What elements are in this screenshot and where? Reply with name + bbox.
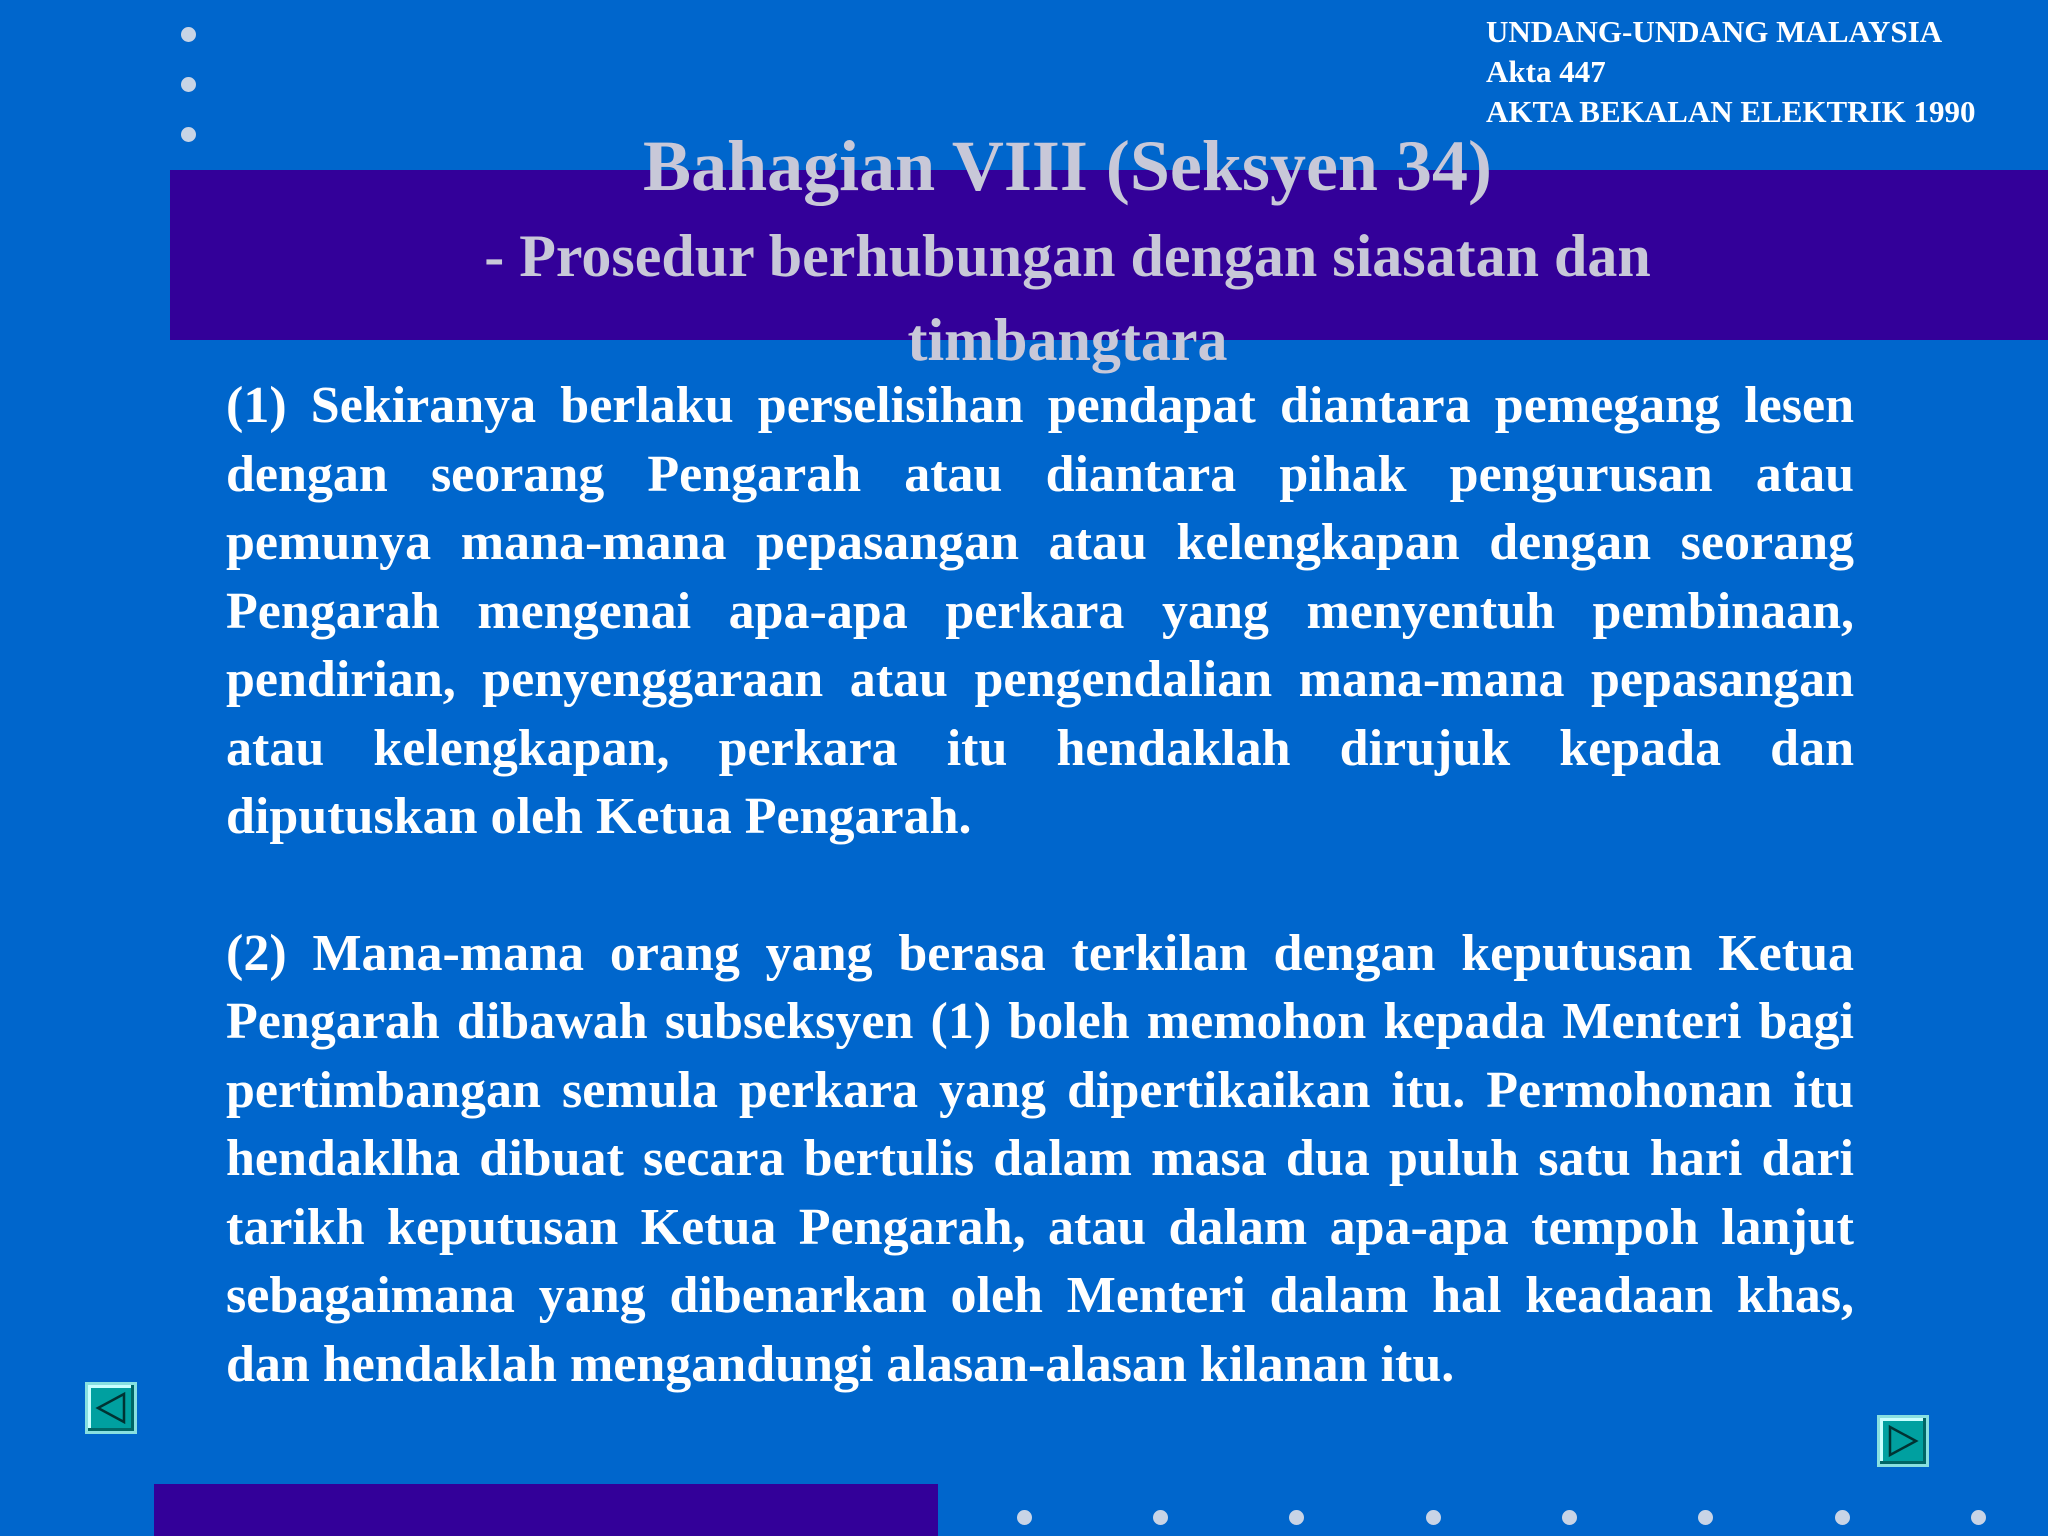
- slide-body: [226, 372, 1854, 1399]
- decor-dot: [1971, 1510, 1986, 1525]
- decor-dot: [1835, 1510, 1850, 1525]
- triangle-left-icon: [94, 1391, 128, 1425]
- paragraph-2: (2) Mana-mana orang yang berasa terkilan dengan keputusan Ketua Pengarah dibawah subseksyen (1) boleh memohon kepada Menteri bagi pertimbangan semula perkara yang dipertikaikan itu. Permohonan itu hendaklha dibuat secara bertulis dalam masa dua puluh satu hari dari tarikh keputusan Ketua Pengarah, atau dalam apa-apa tempoh lanjut sebagaimana yang dibenarkan oleh Menteri dalam hal keadaan khas, dan hendaklah mengandungi alasan-alasan kilanan itu.: [226, 924, 1854, 1393]
- decor-dot: [1289, 1510, 1304, 1525]
- act-reference: [1486, 12, 2048, 132]
- decor-dot: [1017, 1510, 1032, 1525]
- triangle-right-icon: [1886, 1424, 1920, 1458]
- next-slide-button[interactable]: [1877, 1415, 1929, 1467]
- act-reference-name: AKTA BEKALAN ELEKTRIK 1990: [1486, 94, 1976, 129]
- slide-title: [170, 118, 1965, 382]
- paragraph-1: (1) Sekiranya berlaku perselisihan pendapat diantara pemegang lesen dengan seorang Pengarah atau diantara pihak pengurusan atau pemunya mana-mana pepasangan atau kelengkapan dengan seorang Pengarah mengenai apa-apa perkara yang menyentuh pembinaan, pendirian, penyenggaraan atau pengendalian mana-mana pepasangan atau kelengkapan, perkara itu hendaklah dirujuk kepada dan diputuskan oleh Ketua Pengarah.: [226, 377, 1854, 845]
- previous-slide-button[interactable]: [85, 1382, 137, 1434]
- footer-band: [154, 1484, 938, 1536]
- decor-dot: [181, 77, 196, 92]
- decor-dot: [1426, 1510, 1441, 1525]
- act-reference-number: Akta 447: [1486, 54, 1606, 89]
- decor-dot: [181, 27, 196, 42]
- decor-dot: [1562, 1510, 1577, 1525]
- slide-title-sub: - Prosedur berhubungan dengan siasatan dan timbangtara: [484, 223, 1651, 373]
- decor-dot: [1153, 1510, 1168, 1525]
- slide-title-main: Bahagian VIII (Seksyen 34): [643, 126, 1492, 206]
- decor-dot: [1698, 1510, 1713, 1525]
- act-reference-country: UNDANG-UNDANG MALAYSIA: [1486, 14, 1943, 49]
